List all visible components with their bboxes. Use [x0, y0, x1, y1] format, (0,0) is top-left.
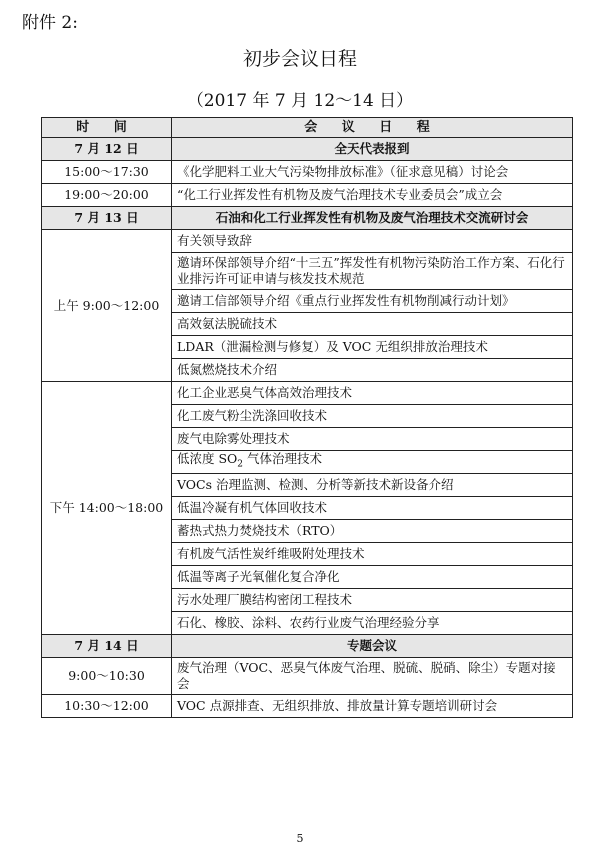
row-item: 邀请工信部领导介绍《重点行业挥发性有机物削减行动计划》 [172, 290, 573, 313]
row-item: “化工行业挥发性有机物及废气治理技术专业委员会”成立会 [172, 184, 573, 207]
document-subtitle: （2017 年 7 月 12～14 日） [186, 91, 414, 111]
row-item-so2 [172, 451, 573, 474]
schedule-table [41, 117, 573, 718]
row-item: 废气电除雾处理技术 [172, 428, 573, 451]
table-row [42, 184, 573, 207]
row-item: 《化学肥料工业大气污染物排放标准》（征求意见稿）讨论会 [172, 161, 573, 184]
table-row [42, 230, 573, 253]
so2-prefix: 低浓度 SO [177, 451, 238, 467]
day-row [42, 207, 573, 230]
table-row [42, 658, 573, 695]
day-title: 石油和化工行业挥发性有机物及废气治理技术交流研讨会 [172, 207, 573, 230]
day-title: 全天代表报到 [172, 138, 573, 161]
day-date: 7 月 12 日 [42, 138, 172, 161]
row-item: 邀请环保部领导介绍“十三五”挥发性有机物污染防治工作方案、石化行业排污许可证申请与核发技术规范 [172, 253, 573, 290]
row-item: 低温等离子光氧催化复合净化 [172, 566, 573, 589]
row-item: 低温冷凝有机气体回收技术 [172, 497, 573, 520]
row-item: 污水处理厂膜结构密闭工程技术 [172, 589, 573, 612]
page-number: 5 [296, 832, 304, 845]
day-title: 专题会议 [172, 635, 573, 658]
table-header-row [42, 118, 573, 138]
row-item: 有关领导致辞 [172, 230, 573, 253]
row-item: 高效氨法脱硫技术 [172, 313, 573, 336]
row-item: 石化、橡胶、涂料、农药行业废气治理经验分享 [172, 612, 573, 635]
row-item: 化工废气粉尘洗涤回收技术 [172, 405, 573, 428]
table-row [42, 695, 573, 718]
table-row [42, 382, 573, 405]
row-item: VOCs 治理监测、检测、分析等新技术新设备介绍 [172, 474, 573, 497]
row-time: 15:00～17:30 [42, 161, 172, 184]
day-row [42, 138, 573, 161]
day-date: 7 月 13 日 [42, 207, 172, 230]
row-item: VOC 点源排查、无组织排放、排放量计算专题培训研讨会 [172, 695, 573, 718]
row-time: 19:00～20:00 [42, 184, 172, 207]
session-time-afternoon: 下午 14:00～18:00 [42, 382, 172, 635]
so2-suffix: 气体治理技术 [243, 451, 323, 467]
row-item: 有机废气活性炭纤维吸附处理技术 [172, 543, 573, 566]
row-time: 9:00～10:30 [42, 658, 172, 695]
row-item: LDAR（泄漏检测与修复）及 VOC 无组织排放治理技术 [172, 336, 573, 359]
row-item: 低氮燃烧技术介绍 [172, 359, 573, 382]
so2-subscript: 2 [237, 459, 244, 470]
document-title: 初步会议日程 [242, 48, 357, 70]
session-time-morning: 上午 9:00～12:00 [42, 230, 172, 382]
day-row [42, 635, 573, 658]
row-time: 10:30～12:00 [42, 695, 172, 718]
header-time: 时 间 [42, 118, 172, 138]
attachment-label: 附件 2: [22, 13, 78, 33]
row-item: 废气治理（VOC、恶臭气体废气治理、脱硫、脱硝、除尘）专题对接会 [172, 658, 573, 695]
row-item: 蓄热式热力焚烧技术（RTO） [172, 520, 573, 543]
day-date: 7 月 14 日 [42, 635, 172, 658]
row-item: 化工企业恶臭气体高效治理技术 [172, 382, 573, 405]
table-row [42, 161, 573, 184]
header-agenda: 会 议 日 程 [172, 118, 573, 138]
